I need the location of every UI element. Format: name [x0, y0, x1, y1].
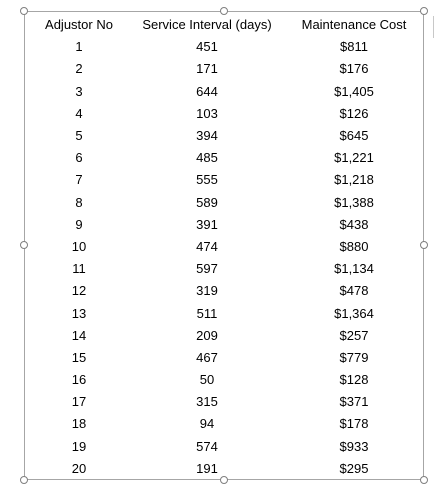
cell-service-interval: 50	[199, 372, 215, 388]
cell-maintenance-cost: $1,364	[334, 305, 374, 321]
cell-maintenance-cost: $1,405	[334, 83, 374, 99]
cell-adjustor-no: 14	[71, 327, 87, 343]
cell-maintenance-cost: $478	[339, 283, 369, 299]
cell-maintenance-cost: $128	[339, 372, 369, 388]
cell-service-interval: 511	[196, 305, 218, 321]
table-row	[30, 36, 422, 58]
table-row	[30, 103, 422, 125]
cell-maintenance-cost: $1,388	[334, 194, 374, 210]
table-row	[30, 258, 422, 280]
adjacent-panel-edge	[433, 16, 438, 38]
cell-service-interval: 644	[196, 83, 218, 99]
cell-service-interval: 319	[196, 283, 218, 299]
table-row	[30, 236, 422, 258]
table-body	[30, 36, 422, 480]
cell-adjustor-no: 19	[71, 438, 87, 454]
cell-adjustor-no: 2	[75, 61, 83, 77]
table-row	[30, 302, 422, 324]
cell-adjustor-no: 17	[71, 394, 87, 410]
cell-service-interval: 555	[196, 172, 218, 188]
table-row	[30, 192, 422, 214]
cell-adjustor-no: 10	[71, 238, 87, 254]
table-row	[30, 147, 422, 169]
table-row	[30, 125, 422, 147]
cell-service-interval: 474	[196, 238, 218, 254]
resize-handle-middle-left[interactable]	[20, 241, 28, 249]
cell-adjustor-no: 6	[75, 150, 83, 166]
table-row	[30, 347, 422, 369]
cell-maintenance-cost: $779	[339, 349, 369, 365]
table-row	[30, 458, 422, 480]
cell-service-interval: 574	[196, 438, 218, 454]
cell-maintenance-cost: $1,221	[334, 150, 374, 166]
cell-service-interval: 485	[196, 150, 218, 166]
resize-handle-top-left[interactable]	[20, 7, 28, 15]
cell-maintenance-cost: $295	[339, 460, 369, 476]
cell-service-interval: 589	[196, 194, 218, 210]
cell-service-interval: 394	[196, 128, 218, 144]
table-row	[30, 413, 422, 435]
cell-service-interval: 467	[196, 349, 218, 365]
table-row	[30, 81, 422, 103]
cell-maintenance-cost: $811	[340, 39, 368, 55]
cell-adjustor-no: 15	[71, 349, 87, 365]
cell-adjustor-no: 8	[75, 194, 83, 210]
table-row	[30, 391, 422, 413]
cell-adjustor-no: 16	[71, 372, 87, 388]
cell-maintenance-cost: $178	[339, 416, 369, 432]
header-row	[30, 14, 422, 36]
cell-maintenance-cost: $933	[339, 438, 369, 454]
cell-adjustor-no: 7	[75, 172, 83, 188]
cell-adjustor-no: 18	[71, 416, 87, 432]
cell-maintenance-cost: $126	[339, 105, 369, 121]
cell-maintenance-cost: $1,218	[334, 172, 374, 188]
cell-maintenance-cost: $880	[339, 238, 369, 254]
cell-adjustor-no: 1	[75, 39, 83, 55]
cell-adjustor-no: 4	[75, 105, 83, 121]
cell-service-interval: 103	[196, 105, 218, 121]
cell-service-interval: 391	[196, 216, 218, 232]
header-adjustor-no: Adjustor No	[45, 17, 113, 33]
table-row	[30, 58, 422, 80]
cell-adjustor-no: 11	[72, 261, 86, 277]
table-container[interactable]	[30, 14, 422, 480]
header-maintenance-cost: Maintenance Cost	[301, 17, 407, 33]
cell-maintenance-cost: $438	[339, 216, 369, 232]
cell-service-interval: 191	[196, 460, 218, 476]
cell-adjustor-no: 12	[71, 283, 87, 299]
cell-maintenance-cost: $176	[339, 61, 369, 77]
data-table	[30, 14, 422, 480]
cell-maintenance-cost: $371	[339, 394, 369, 410]
header-service-interval: Service Interval (days)	[142, 17, 272, 33]
cell-service-interval: 94	[199, 416, 215, 432]
cell-service-interval: 597	[196, 261, 218, 277]
table-row	[30, 325, 422, 347]
table-row	[30, 280, 422, 302]
cell-maintenance-cost: $1,134	[334, 261, 374, 277]
cell-adjustor-no: 9	[75, 216, 83, 232]
cell-service-interval: 171	[196, 61, 218, 77]
table-row	[30, 436, 422, 458]
table-row	[30, 214, 422, 236]
cell-service-interval: 209	[196, 327, 218, 343]
cell-service-interval: 315	[196, 394, 218, 410]
cell-service-interval: 451	[196, 39, 218, 55]
cell-adjustor-no: 20	[71, 460, 87, 476]
cell-maintenance-cost: $645	[339, 128, 369, 144]
cell-adjustor-no: 5	[75, 128, 83, 144]
cell-adjustor-no: 13	[71, 305, 87, 321]
cell-maintenance-cost: $257	[339, 327, 369, 343]
resize-handle-bottom-left[interactable]	[20, 476, 28, 484]
table-row	[30, 169, 422, 191]
cell-adjustor-no: 3	[75, 83, 83, 99]
table-row	[30, 369, 422, 391]
